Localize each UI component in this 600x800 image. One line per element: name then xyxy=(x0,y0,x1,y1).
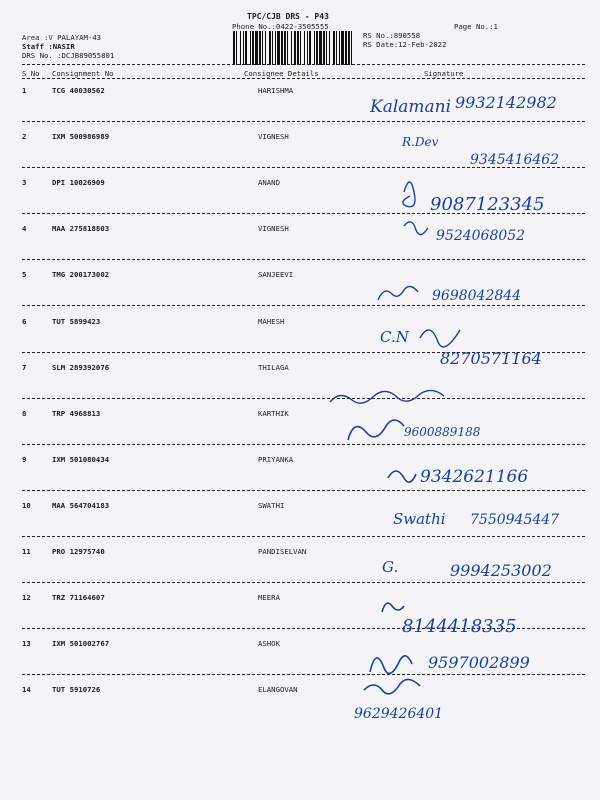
row-consignee: SWATHI xyxy=(258,501,285,510)
row-consignee: VIGNESH xyxy=(258,132,289,141)
row-consignment-no: TRP 4968813 xyxy=(52,409,101,418)
drs-number: DRS No. :DCJB89055801 xyxy=(22,51,115,60)
barcode-bar xyxy=(309,31,311,65)
signature-scribble xyxy=(420,330,460,347)
area-label: Area :V PALAYAM-43 xyxy=(22,33,102,42)
signature-phone: 7550945447 xyxy=(470,512,560,528)
rs-number: RS No.:890558 xyxy=(363,31,421,40)
barcode-bar xyxy=(269,31,271,65)
signature-phone: 9524068052 xyxy=(436,228,526,244)
signature-scribble xyxy=(382,603,404,612)
row-divider xyxy=(22,490,585,491)
row-consignee: ANAND xyxy=(258,178,280,187)
header-rule-top xyxy=(22,64,585,65)
barcode-bar xyxy=(243,31,244,65)
signature-phone: 8144418335 xyxy=(402,616,517,637)
barcode-bar xyxy=(265,31,266,65)
signature-scribble xyxy=(330,390,444,403)
barcode-bar xyxy=(255,31,258,65)
signature-scribble xyxy=(348,420,404,440)
row-sno: 7 xyxy=(22,363,27,372)
row-consignment-no: TCG 40030562 xyxy=(52,86,105,95)
barcode-bar xyxy=(304,31,305,65)
barcode-bar xyxy=(326,31,327,65)
row-divider xyxy=(22,167,585,168)
barcode-bar xyxy=(300,31,301,65)
barcode-bar xyxy=(345,31,347,65)
row-consignment-no: TUT 5899423 xyxy=(52,317,101,326)
signature-name: Swathi xyxy=(393,510,446,528)
barcode-bar xyxy=(323,31,325,65)
barcode-bar xyxy=(333,31,335,65)
row-consignment-no: TRZ 71164607 xyxy=(52,593,105,602)
signature-phone: 9698042844 xyxy=(432,288,522,304)
barcode-bar xyxy=(294,31,296,65)
signature-name: C.N xyxy=(380,328,409,346)
barcode-bar xyxy=(287,31,288,65)
row-divider xyxy=(22,213,585,214)
signature-scribble xyxy=(403,182,415,207)
signature-scribble xyxy=(364,679,420,693)
row-consignee: PANDISELVAN xyxy=(258,547,307,556)
row-consignment-no: IXM 501080434 xyxy=(52,455,110,464)
barcode-bar xyxy=(233,31,235,65)
row-sno: 12 xyxy=(22,593,31,602)
row-divider xyxy=(22,536,585,537)
row-sno: 13 xyxy=(22,639,31,648)
barcode-bar xyxy=(319,31,322,65)
barcode-bar xyxy=(339,31,340,65)
barcode-bar xyxy=(307,31,308,65)
row-sno: 5 xyxy=(22,270,27,279)
row-consignment-no: TUT 5910726 xyxy=(52,685,101,694)
barcode-bar xyxy=(329,31,330,65)
signature-scribble xyxy=(388,471,416,482)
rs-date: RS Date:12-Feb-2022 xyxy=(363,40,447,49)
barcode-bar xyxy=(316,31,318,65)
barcode-bar xyxy=(259,31,261,65)
barcode-bar xyxy=(291,31,292,65)
barcode xyxy=(232,31,355,65)
barcode-bar xyxy=(277,31,280,65)
row-consignment-no: MAA 564704183 xyxy=(52,501,110,510)
sheet-title: TPC/CJB DRS - P43 xyxy=(247,12,329,21)
barcode-bar xyxy=(351,31,352,65)
signature-scribble xyxy=(370,656,412,674)
barcode-bar xyxy=(314,31,315,65)
barcode-bar xyxy=(262,31,263,65)
row-consignment-no: IXM 500986989 xyxy=(52,132,110,141)
row-sno: 10 xyxy=(22,501,31,510)
row-sno: 11 xyxy=(22,547,31,556)
col-consignment-header: Consignment No xyxy=(52,69,114,78)
barcode-bar xyxy=(341,31,344,65)
row-consignment-no: DPI 10026909 xyxy=(52,178,105,187)
row-divider xyxy=(22,628,585,629)
header-rule-bottom xyxy=(22,78,585,79)
row-sno: 3 xyxy=(22,178,27,187)
page-number: Page No.:1 xyxy=(454,22,498,31)
barcode-bar xyxy=(284,31,286,65)
row-sno: 14 xyxy=(22,685,31,694)
row-sno: 6 xyxy=(22,317,27,326)
barcode-bar xyxy=(275,31,276,65)
signature-scribble xyxy=(404,222,428,235)
row-sno: 2 xyxy=(22,132,27,141)
row-divider xyxy=(22,582,585,583)
row-consignee: ASHOK xyxy=(258,639,280,648)
col-sno-header: S No xyxy=(22,69,40,78)
barcode-bar xyxy=(250,31,251,65)
row-sno: 4 xyxy=(22,224,27,233)
phone-number: Phone No.:0422-3505555 xyxy=(232,22,329,31)
row-consignee: ELANGOVAN xyxy=(258,685,298,694)
signature-phone: 9087123345 xyxy=(430,194,545,215)
col-signature-header: Signature xyxy=(424,69,464,78)
barcode-bar xyxy=(245,31,247,65)
barcode-bar xyxy=(236,31,237,65)
signature-phone: 9932142982 xyxy=(455,93,557,112)
signature-phone: 9600889188 xyxy=(404,425,481,439)
row-divider xyxy=(22,259,585,260)
signature-name: R.Dev xyxy=(402,135,439,149)
row-divider xyxy=(22,674,585,675)
row-consignment-no: SLM 289392076 xyxy=(52,363,110,372)
barcode-bar xyxy=(336,31,337,65)
row-divider xyxy=(22,121,585,122)
row-consignment-no: TMG 200173002 xyxy=(52,270,110,279)
signature-name: Kalamani xyxy=(370,97,452,117)
row-consignee: PRIYANKA xyxy=(258,455,294,464)
row-consignee: HARISHMA xyxy=(258,86,294,95)
staff-label: Staff :NASIR xyxy=(22,42,75,51)
row-consignment-no: MAA 275818803 xyxy=(52,224,110,233)
row-divider xyxy=(22,352,585,353)
row-consignee: MEERA xyxy=(258,593,280,602)
barcode-bar xyxy=(348,31,350,65)
row-sno: 9 xyxy=(22,455,27,464)
row-consignment-no: PRO 12975740 xyxy=(52,547,105,556)
barcode-bar xyxy=(240,31,241,65)
row-divider xyxy=(22,305,585,306)
barcode-bar xyxy=(281,31,283,65)
signature-name: G. xyxy=(382,558,399,576)
signature-phone: 9342621166 xyxy=(420,467,529,487)
row-consignee: KARTHIK xyxy=(258,409,289,418)
row-sno: 8 xyxy=(22,409,27,418)
signature-phone: 9994253002 xyxy=(450,561,552,580)
row-sno: 1 xyxy=(22,86,27,95)
row-consignee: MAHESH xyxy=(258,317,285,326)
barcode-bar xyxy=(252,31,254,65)
signature-phone: 9629426401 xyxy=(354,706,444,722)
signature-phone: 9597002899 xyxy=(428,653,530,672)
col-consignee-header: Consignee Details xyxy=(244,69,319,78)
row-consignee: SANJEEVI xyxy=(258,270,294,279)
row-consignee: THILAGA xyxy=(258,363,289,372)
barcode-bar xyxy=(272,31,273,65)
signature-scribble xyxy=(378,286,418,300)
signature-phone: 8270571164 xyxy=(440,349,542,368)
row-consignee: VIGNESH xyxy=(258,224,289,233)
row-consignment-no: IXM 501002767 xyxy=(52,639,110,648)
barcode-bar xyxy=(297,31,299,65)
row-divider xyxy=(22,398,585,399)
row-divider xyxy=(22,444,585,445)
signature-phone: 9345416462 xyxy=(470,152,560,168)
